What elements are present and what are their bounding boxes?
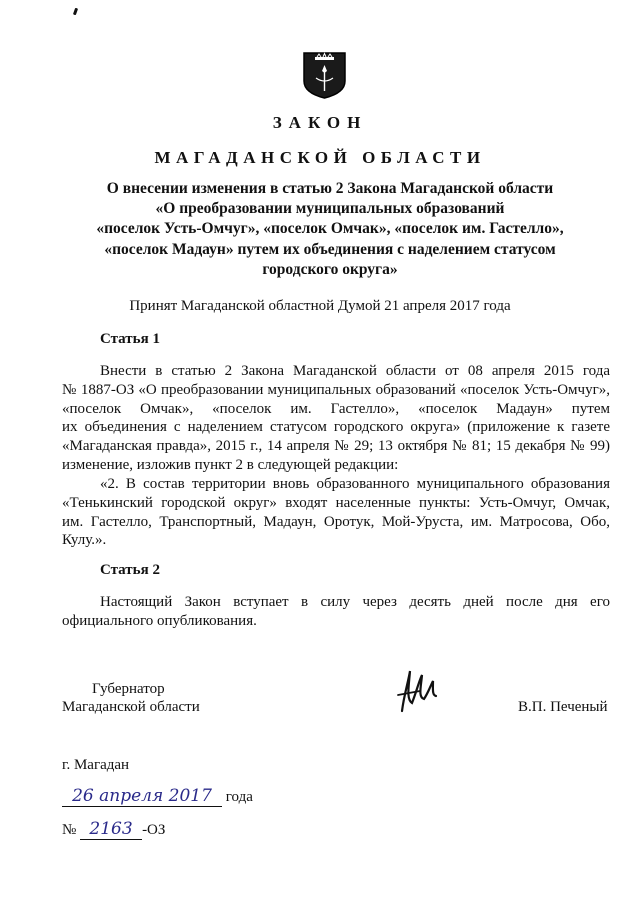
article-1-paragraph-2 [62,475,610,550]
signatory-position-line-1: Губернатор [92,681,165,697]
text-line: «2. В состав территории вновь образованного муниципального образования [100,476,610,492]
article-2-title: Статья 2 [100,562,160,578]
heading-line: «поселок Мадаун» путем их объединения с наделением статусом [104,240,556,258]
heading-line: «поселок Усть-Омчуг», «поселок Омчак», «поселок им. Гастелло», [96,220,564,238]
signatory-name: В.П. Печеный [518,699,608,715]
handwritten-date: 26 апреля 2017 [62,787,222,807]
law-heading [40,179,620,280]
region-title: МАГАДАНСКОЙ ОБЛАСТИ [154,148,486,167]
text-line: им. Гастелло, Транспортный, Мадаун, Оротук, Мой-Уруста, им. Матросова, Обо, [62,513,610,530]
text-line: Внести в статью 2 Закона Магаданской области от 08 апреля 2015 года [100,363,610,379]
document-type-title: ЗАКОН [272,113,368,132]
handwritten-signature [392,665,444,715]
number-prefix: № [62,822,77,838]
adoption-statement: Принят Магаданской областной Думой 21 апреля 2017 года [129,298,511,314]
city: г. Магадан [62,757,130,773]
article-1-title: Статья 1 [100,331,160,347]
text-line: Кулу.». [62,532,107,549]
heading-line: О внесении изменения в статью 2 Закона Магаданской области [106,180,554,197]
text-line: официального опубликования. [62,612,257,629]
article-1-paragraph-1 [62,362,610,475]
law-number-line [62,820,165,840]
text-line: «Тенькинский городской округ» входят населенные пункты: Усть-Омчуг, Омчак, [62,494,610,511]
scan-speck [73,8,78,16]
text-line: Настоящий Закон вступает в силу через десять дней после дня его [100,594,610,610]
signatory-position-line-2: Магаданской области [62,699,200,715]
text-line: № 1887-ОЗ «О преобразовании муниципальных образований «поселок Усть-Омчуг», [62,381,610,398]
article-2-paragraph [62,593,610,631]
heading-line: городского округа» [262,260,398,278]
text-line: «поселок Омчак», «поселок им. Гастелло», «поселок Мадаун» путем [62,400,610,417]
date-suffix: года [225,789,253,805]
date-line [62,787,253,807]
text-line: «Магаданская правда», 2015 г., 14 апреля № 29; 13 октября № 81; 15 декабря № 99) [62,438,610,455]
coat-of-arms-emblem [302,51,347,99]
handwritten-law-number: 2163 [80,820,142,840]
number-suffix: -ОЗ [142,822,166,838]
heading-line: «О преобразовании муниципальных образований [155,200,505,218]
text-line: изменение, изложив пункт 2 в следующей редакции: [62,456,399,473]
text-line: их объединения с наделением статусом городского округа» (приложение к газете [62,419,610,436]
